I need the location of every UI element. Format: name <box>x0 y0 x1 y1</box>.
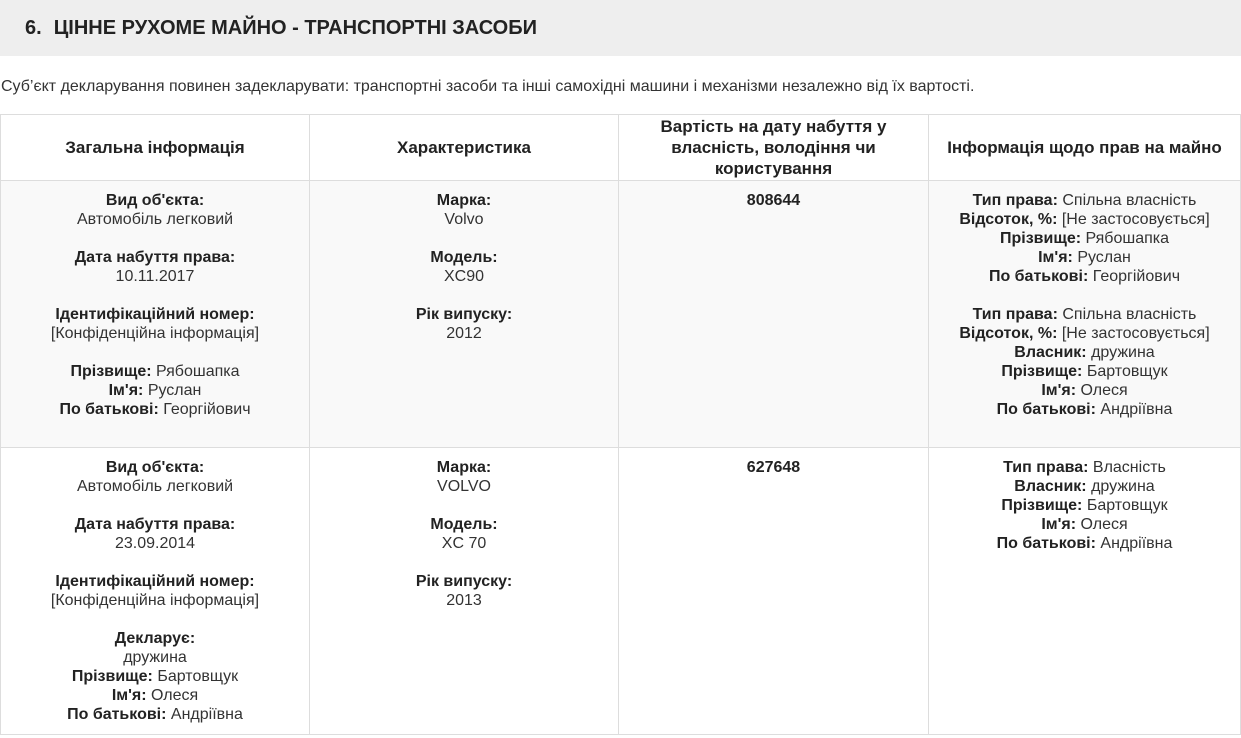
name-label: Ім'я: <box>1038 249 1073 266</box>
percent-label: Відсоток, %: <box>959 211 1058 228</box>
patronymic-label: По батькові: <box>996 535 1096 552</box>
characteristics-cell <box>310 181 619 448</box>
percent-value: [Не застосовується] <box>1061 325 1210 342</box>
patronymic-value: Андріївна <box>1100 535 1173 552</box>
year-value: 2013 <box>446 592 482 609</box>
brand-label: Марка: <box>436 192 492 209</box>
year-block <box>316 572 612 610</box>
model-label: Модель: <box>430 516 498 533</box>
percent-label: Відсоток, %: <box>959 325 1058 342</box>
vehicles-table <box>0 114 1241 735</box>
declarant-block <box>7 629 303 724</box>
name-label: Ім'я: <box>1041 382 1077 399</box>
surname-line <box>7 362 303 381</box>
id-value: [Конфіденційна інформація] <box>50 592 260 609</box>
name-label: Ім'я: <box>1041 516 1077 533</box>
object-type-block <box>7 191 303 229</box>
model-block <box>316 248 612 286</box>
name-value: Олеся <box>1080 516 1128 533</box>
id-label: Ідентифікаційний номер: <box>55 573 255 590</box>
model-block <box>316 515 612 553</box>
patronymic-label: По батькові: <box>996 401 1096 418</box>
intro-text: Суб’єкт декларування повинен задекларувати: транспортні засоби та інші самохідні машини і механізми незалежно від їх вартості. <box>1 78 975 95</box>
name-label: Ім'я: <box>111 687 147 704</box>
header-general: Загальна інформація <box>1 115 310 181</box>
object-type-block <box>7 458 303 496</box>
right-type-label: Тип права: <box>972 192 1058 209</box>
section-number: 6. <box>25 16 42 39</box>
patronymic-line <box>935 400 1234 419</box>
header-characteristics: Характеристика <box>310 115 619 181</box>
acq-date-value: 23.09.2014 <box>114 535 196 552</box>
surname-line <box>935 229 1234 248</box>
patronymic-label: По батькові: <box>59 401 159 418</box>
object-type-label: Вид об'єкта: <box>105 459 205 476</box>
right-type-line <box>935 458 1234 477</box>
surname-value: Бартовщук <box>157 668 239 685</box>
name-value: Руслан <box>1077 249 1131 266</box>
object-type-label: Вид об'єкта: <box>105 192 205 209</box>
patronymic-value: Георгійович <box>163 401 251 418</box>
patronymic-label: По батькові: <box>67 706 167 723</box>
patronymic-line <box>7 705 303 724</box>
section-header <box>0 0 1241 56</box>
percent-line <box>935 324 1234 343</box>
surname-label: Прізвище: <box>1001 497 1083 514</box>
year-value: 2012 <box>446 325 482 342</box>
patronymic-line <box>935 534 1234 553</box>
acq-date-value: 10.11.2017 <box>115 268 195 285</box>
year-block <box>316 305 612 343</box>
section-title-text: ЦІННЕ РУХОМЕ МАЙНО - ТРАНСПОРТНІ ЗАСОБИ <box>53 16 537 39</box>
header-rights: Інформація щодо прав на майно <box>929 115 1241 181</box>
surname-value: Рябошапка <box>156 363 240 380</box>
name-line <box>935 248 1234 267</box>
right-block <box>935 458 1234 553</box>
patronymic-value: Георгійович <box>1092 268 1181 285</box>
surname-line <box>935 496 1234 515</box>
object-type-value: Автомобіль легковий <box>76 211 234 228</box>
model-value: XC 70 <box>441 535 487 552</box>
year-label: Рік випуску: <box>415 573 513 590</box>
right-type-line <box>935 191 1234 210</box>
cost-cell <box>619 448 929 735</box>
brand-value: Volvo <box>444 211 484 228</box>
year-label: Рік випуску: <box>415 306 513 323</box>
table-row <box>1 448 1241 735</box>
id-block <box>7 572 303 610</box>
right-type-value: Спільна власність <box>1062 306 1197 323</box>
owner-line <box>935 343 1234 362</box>
surname-value: Рябошапка <box>1085 230 1170 247</box>
model-label: Модель: <box>430 249 498 266</box>
patronymic-value: Андріївна <box>170 706 243 723</box>
patronymic-line <box>935 267 1234 286</box>
right-type-value: Власність <box>1092 459 1166 476</box>
name-line <box>935 381 1234 400</box>
declares-label: Декларує: <box>114 630 196 647</box>
cost-value: 808644 <box>746 192 801 209</box>
acq-date-label: Дата набуття права: <box>74 516 236 533</box>
brand-value: VOLVO <box>437 478 491 495</box>
table-row <box>1 181 1241 448</box>
declares-value: дружина <box>123 649 187 666</box>
patronymic-label: По батькові: <box>988 268 1089 285</box>
section-title <box>25 17 537 40</box>
surname-line <box>935 362 1234 381</box>
owner-value: дружина <box>1091 344 1155 361</box>
characteristics-cell <box>310 448 619 735</box>
general-cell <box>1 448 310 735</box>
name-value: Руслан <box>147 382 202 399</box>
name-line <box>935 515 1234 534</box>
cost-cell <box>619 181 929 448</box>
brand-block <box>316 191 612 229</box>
id-label: Ідентифікаційний номер: <box>55 306 255 323</box>
surname-label: Прізвище: <box>70 363 152 380</box>
brand-label: Марка: <box>436 459 492 476</box>
surname-label: Прізвище: <box>71 668 153 685</box>
patronymic-line <box>7 400 303 419</box>
name-label: Ім'я: <box>108 382 144 399</box>
surname-value: Бартовщук <box>1086 497 1168 514</box>
right-type-value: Спільна власність <box>1062 192 1197 209</box>
person-block <box>7 362 303 419</box>
right-type-label: Тип права: <box>972 306 1058 323</box>
acq-date-block <box>7 515 303 553</box>
right-type-line <box>935 305 1234 324</box>
right-block <box>935 305 1234 419</box>
acq-date-block <box>7 248 303 286</box>
model-value: XC90 <box>443 268 485 285</box>
surname-value: Бартовщук <box>1086 363 1168 380</box>
surname-label: Прізвище: <box>1001 363 1083 380</box>
rights-cell <box>929 448 1241 735</box>
cost-value: 627648 <box>746 459 801 476</box>
header-cost: Вартість на дату набуття у власність, володіння чи користування <box>619 115 929 181</box>
name-line <box>7 686 303 705</box>
percent-line <box>935 210 1234 229</box>
right-type-label: Тип права: <box>1003 459 1089 476</box>
general-cell <box>1 181 310 448</box>
brand-block <box>316 458 612 496</box>
owner-label: Власник: <box>1014 344 1087 361</box>
patronymic-value: Андріївна <box>1100 401 1173 418</box>
name-value: Олеся <box>151 687 199 704</box>
percent-value: [Не застосовується] <box>1061 211 1210 228</box>
owner-value: дружина <box>1091 478 1155 495</box>
right-block <box>935 191 1234 286</box>
surname-line <box>7 667 303 686</box>
name-line <box>7 381 303 400</box>
table-header-row <box>1 115 1241 181</box>
rights-cell <box>929 181 1241 448</box>
acq-date-label: Дата набуття права: <box>74 249 236 266</box>
owner-label: Власник: <box>1014 478 1087 495</box>
name-value: Олеся <box>1080 382 1128 399</box>
owner-line <box>935 477 1234 496</box>
id-block <box>7 305 303 343</box>
id-value: [Конфіденційна інформація] <box>50 325 260 342</box>
surname-label: Прізвище: <box>999 230 1082 247</box>
object-type-value: Автомобіль легковий <box>76 478 234 495</box>
